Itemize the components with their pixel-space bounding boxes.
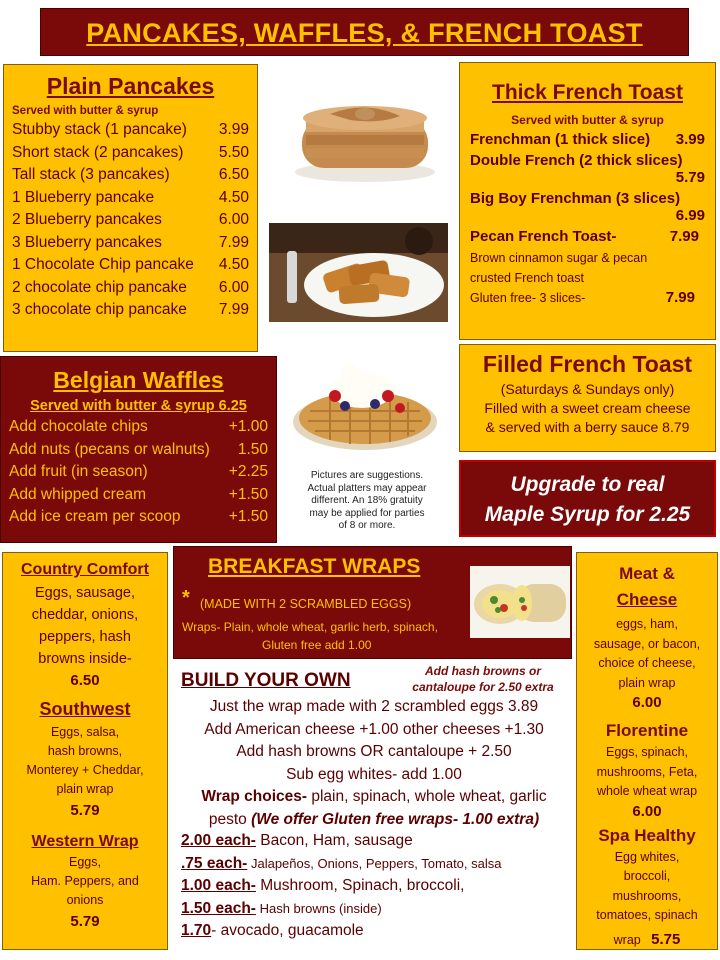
waffle-addon-item-price: +1.50 xyxy=(228,485,268,503)
western-wrap-heading: Western Wrap xyxy=(31,833,139,850)
pancake-menu-item-name: 1 Chocolate Chip pancake xyxy=(12,256,194,273)
wrap-addon-text: - avocado, guacamole xyxy=(211,922,364,939)
belgian-waffle-photo xyxy=(290,356,440,456)
pancake-menu-item-name: 3 Blueberry pancakes xyxy=(12,233,162,251)
build-wrap-choices: Wrap choices- plain, spinach, whole wheat, garlic xyxy=(201,788,547,805)
build-line-hash-browns: Add hash browns OR cantaloupe + 2.50 xyxy=(236,743,512,760)
country-comfort-heading: Country Comfort xyxy=(21,561,149,578)
plain-pancakes-heading: Plain Pancakes xyxy=(46,73,215,99)
waffle-addon-item xyxy=(9,484,268,507)
build-your-own-section xyxy=(176,660,572,950)
plain-pancakes-panel xyxy=(3,64,258,352)
maple-syrup-upgrade xyxy=(459,460,716,537)
pancake-menu-item-name: 1 Blueberry pancake xyxy=(12,188,155,206)
thick-french-toast-heading: Thick French Toast xyxy=(492,81,683,104)
waffle-addon-item xyxy=(9,439,268,462)
country-comfort-price: 6.50 xyxy=(70,672,100,689)
waffle-addon-item xyxy=(9,416,268,439)
filled-french-toast-panel xyxy=(459,344,716,452)
build-hash-browns-note: Add hash browns or cantaloupe for 2.50 extra xyxy=(412,664,554,694)
spa-healthy-price: 5.75 xyxy=(651,930,681,948)
pancake-menu-item-price: 4.50 xyxy=(218,256,249,273)
breakfast-wraps-asterisk: * xyxy=(182,587,190,609)
breakfast-wraps-made-with: (MADE WITH 2 SCRAMBLED EGGS) xyxy=(200,597,412,611)
pancake-menu-item-name: Short stack (2 pancakes) xyxy=(12,143,184,161)
pancake-stack-photo xyxy=(290,80,440,190)
waffle-addon-item-name: Add fruit (in season) xyxy=(9,463,148,480)
pancake-menu-item-name: Tall stack (3 pancakes) xyxy=(12,166,170,183)
breakfast-wrap-photo xyxy=(470,566,570,638)
build-line-wrap-base: Just the wrap made with 2 scrambled eggs 3.89 xyxy=(209,698,539,715)
southwest-heading: Southwest xyxy=(39,699,131,719)
pancake-menu-item-name: Stubby stack (1 pancake) xyxy=(12,121,187,138)
florentine-heading: Florentine xyxy=(605,721,689,740)
pancake-menu-item xyxy=(12,209,249,232)
pancake-menu-item-name: 2 chocolate chip pancake xyxy=(12,278,187,296)
breakfast-wraps-wrap-types: Wraps- Plain, whole wheat, garlic herb, spinach, xyxy=(182,620,438,634)
double-french-price: 5.79 xyxy=(675,169,705,186)
waffle-addon-item-price: +2.25 xyxy=(228,463,268,480)
menu-title-bar xyxy=(40,8,689,56)
pancake-menu-item-price: 7.99 xyxy=(218,301,249,318)
thick-french-toast-subheading: Served with butter & syrup xyxy=(511,113,664,127)
belgian-waffles-subheading: Served with butter & syrup 6.25 xyxy=(30,398,247,414)
pancake-menu-item-price: 6.00 xyxy=(218,278,249,296)
wrap-addon-price-label: 1.70 xyxy=(181,922,212,939)
filled-french-toast-line3: & served with a berry sauce 8.79 xyxy=(485,419,690,435)
maple-line-2: Maple Syrup for 2.25 xyxy=(484,503,691,526)
pancake-menu-item-price: 3.99 xyxy=(218,121,249,138)
pancake-menu-item xyxy=(12,277,249,300)
waffle-addon-item-price: 1.50 xyxy=(237,440,268,458)
right-wraps-panel: Meat & Cheese eggs, ham, sausage, or bacon, choice of cheese, plain wrap 6.00 Florentine Eggs, spinach, mushrooms, Feta, whole wheat wrap 6.00 Spa Healthy Egg whites, broccoli, mushrooms, tomatoes, spinach wrap 5.75 xyxy=(576,552,718,950)
spa-healthy-last-line: wrap 5.75 xyxy=(613,930,681,948)
waffle-addon-item-name: Add whipped cream xyxy=(9,485,146,503)
wrap-addon-item xyxy=(181,920,571,943)
filled-french-toast-line2: Filled with a sweet cream cheese xyxy=(484,400,691,416)
waffle-addon-item-name: Add chocolate chips xyxy=(9,418,148,435)
plain-pancakes-subheading: Served with butter & syrup xyxy=(12,105,159,117)
thick-french-toast-panel xyxy=(459,62,716,340)
pancake-menu-item-name: 3 chocolate chip pancake xyxy=(12,301,187,318)
pancake-menu-item xyxy=(12,254,249,277)
wrap-addon-price-label: .75 each- xyxy=(181,854,248,872)
meat-cheese-price: 6.00 xyxy=(632,694,662,711)
filled-french-toast-line1: (Saturdays & Sundays only) xyxy=(500,381,675,397)
build-wrap-choices-2: pesto (We offer Gluten free wraps- 1.00 extra) xyxy=(208,810,540,828)
pecan-desc-1: Brown cinnamon sugar & pecan xyxy=(470,251,648,265)
left-wraps-panel: Country Comfort Eggs, sausage, cheddar, onions, peppers, hash browns inside- 6.50 Southwest Eggs, salsa, hash browns, Monterey + Cheddar, plain wrap 5.79 Western Wrap Eggs, Ham. Peppers, and onions 5.79 xyxy=(2,552,168,950)
waffle-addon-item-name: Add ice cream per scoop xyxy=(9,508,181,525)
waffle-addon-item-price: +1.50 xyxy=(228,508,268,525)
pancake-menu-item xyxy=(12,187,249,210)
waffle-addon-item-name: Add nuts (pecans or walnuts) xyxy=(9,440,210,458)
waffle-addon-item xyxy=(9,506,268,529)
pancake-menu-item-price: 6.00 xyxy=(218,211,249,228)
wrap-addon-text: Bacon, Ham, sausage xyxy=(255,832,413,849)
pancake-item-list xyxy=(12,119,249,322)
meat-cheese-heading: Meat & Cheese xyxy=(616,564,678,609)
wrap-addon-text: Jalapeños, Onions, Peppers, Tomato, salsa xyxy=(247,855,502,871)
pancake-menu-item-price: 5.50 xyxy=(218,143,249,161)
french-toast-photo xyxy=(269,223,448,322)
double-french-item: Double French (2 thick slices) xyxy=(470,152,683,169)
wrap-addon-price-label: 1.00 each- xyxy=(181,877,256,894)
waffle-addon-list xyxy=(9,416,268,529)
breakfast-wraps-gluten: Gluten free add 1.00 xyxy=(262,638,372,652)
pecan-french-item: Pecan French Toast- 7.99 xyxy=(470,228,699,245)
build-line-cheese: Add American cheese +1.00 other cheeses +1.30 xyxy=(204,720,544,738)
florentine-price: 6.00 xyxy=(632,802,662,820)
southwest-price: 5.79 xyxy=(70,802,100,819)
pancake-menu-item xyxy=(12,232,249,255)
western-wrap-price: 5.79 xyxy=(70,913,100,930)
big-boy-price: 6.99 xyxy=(675,207,705,224)
wrap-addon-item xyxy=(181,853,571,876)
maple-line-1: Upgrade to real xyxy=(510,473,665,496)
build-your-own-heading: BUILD YOUR OWN xyxy=(181,670,351,691)
build-addon-list xyxy=(181,830,571,943)
wrap-addon-text: Mushroom, Spinach, broccoli, xyxy=(255,877,465,894)
big-boy-item: Big Boy Frenchman (3 slices) xyxy=(470,190,681,207)
pancake-menu-item-price: 7.99 xyxy=(218,233,249,251)
menu-title: PANCAKES, WAFFLES, & FRENCH TOAST xyxy=(86,18,643,48)
photo-disclaimer: Pictures are suggestions. Actual platters may appear different. An 18% gratuity may be applied for parties of 8 or more. xyxy=(307,470,427,531)
wrap-addon-item xyxy=(181,898,571,921)
wrap-addon-item xyxy=(181,830,571,853)
wrap-addon-price-label: 1.50 each- xyxy=(181,899,256,917)
filled-french-toast-heading: Filled French Toast xyxy=(482,351,693,377)
belgian-waffles-heading: Belgian Waffles xyxy=(53,367,224,393)
frenchman-item: Frenchman (1 thick slice) 3.99 xyxy=(470,131,705,148)
gluten-free-french-item: Gluten free- 3 slices- 7.99 xyxy=(470,289,695,306)
spa-healthy-heading: Spa Healthy xyxy=(598,825,696,845)
breakfast-wraps-heading: BREAKFAST WRAPS xyxy=(208,555,421,578)
pancake-menu-item-price: 6.50 xyxy=(218,166,249,183)
wrap-addon-price-label: 2.00 each- xyxy=(181,832,256,849)
pancake-menu-item xyxy=(12,164,249,187)
pancake-menu-item-name: 2 Blueberry pancakes xyxy=(12,211,162,228)
wrap-addon-text: Hash browns (inside) xyxy=(255,900,382,916)
wrap-addon-item xyxy=(181,875,571,898)
pancake-menu-item xyxy=(12,142,249,165)
pecan-desc-2: crusted French toast xyxy=(470,271,584,285)
waffle-addon-item xyxy=(9,461,268,484)
pancake-menu-item-price: 4.50 xyxy=(218,188,249,206)
build-line-egg-whites: Sub egg whites- add 1.00 xyxy=(286,765,462,783)
waffle-addon-item-price: +1.00 xyxy=(228,418,268,435)
belgian-waffles-panel xyxy=(0,356,277,543)
pancake-menu-item xyxy=(12,119,249,142)
pancake-menu-item xyxy=(12,299,249,322)
